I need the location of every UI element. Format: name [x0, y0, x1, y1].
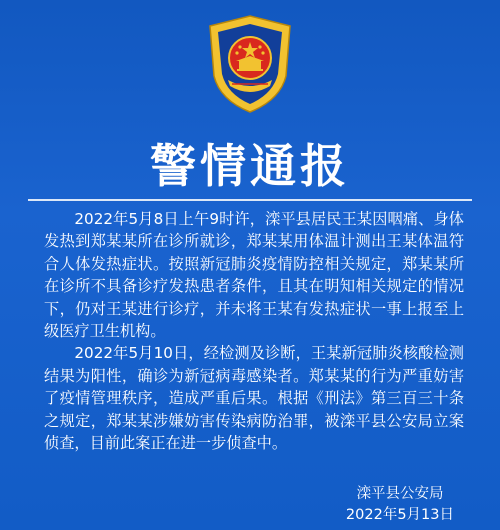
title-divider	[28, 199, 472, 201]
issue-date: 2022年5月13日	[345, 507, 454, 523]
signature-block	[346, 484, 454, 526]
page-title: 警情通报	[150, 139, 350, 193]
police-emblem-icon	[206, 14, 294, 114]
paragraph-2: 2022年5月10日，经检测及诊断，王某新冠肺炎核酸检测结果为阳性，确诊为新冠病毒感染者。郑某某的行为严重妨害了疫情管理秩序，造成严重后果。根据《刑法》第三百三十条之规定，郑某某涉嫌妨害传染病防治罪，被滦平县公安局立案侦查，目前此案正在进一步侦查中。	[44, 344, 464, 453]
issuing-organization: 滦平县公安局	[356, 486, 444, 502]
police-emblem	[206, 14, 294, 114]
report-body	[44, 208, 464, 454]
paragraph-1: 2022年5月8日上午9时许，滦平县居民王某因咽痛、身体发热到郑某某所在诊所就诊，郑某某用体温计测出王某体温符合人体发热症状。按照新冠肺炎疫情防控相关规定，郑某某所在诊所不具备诊疗发热患者条件，且其在明知相关规定的情况下，仍对王某进行诊疗，并未将王某有发热症状一事上报至上级医疗卫生机构。	[44, 210, 464, 341]
